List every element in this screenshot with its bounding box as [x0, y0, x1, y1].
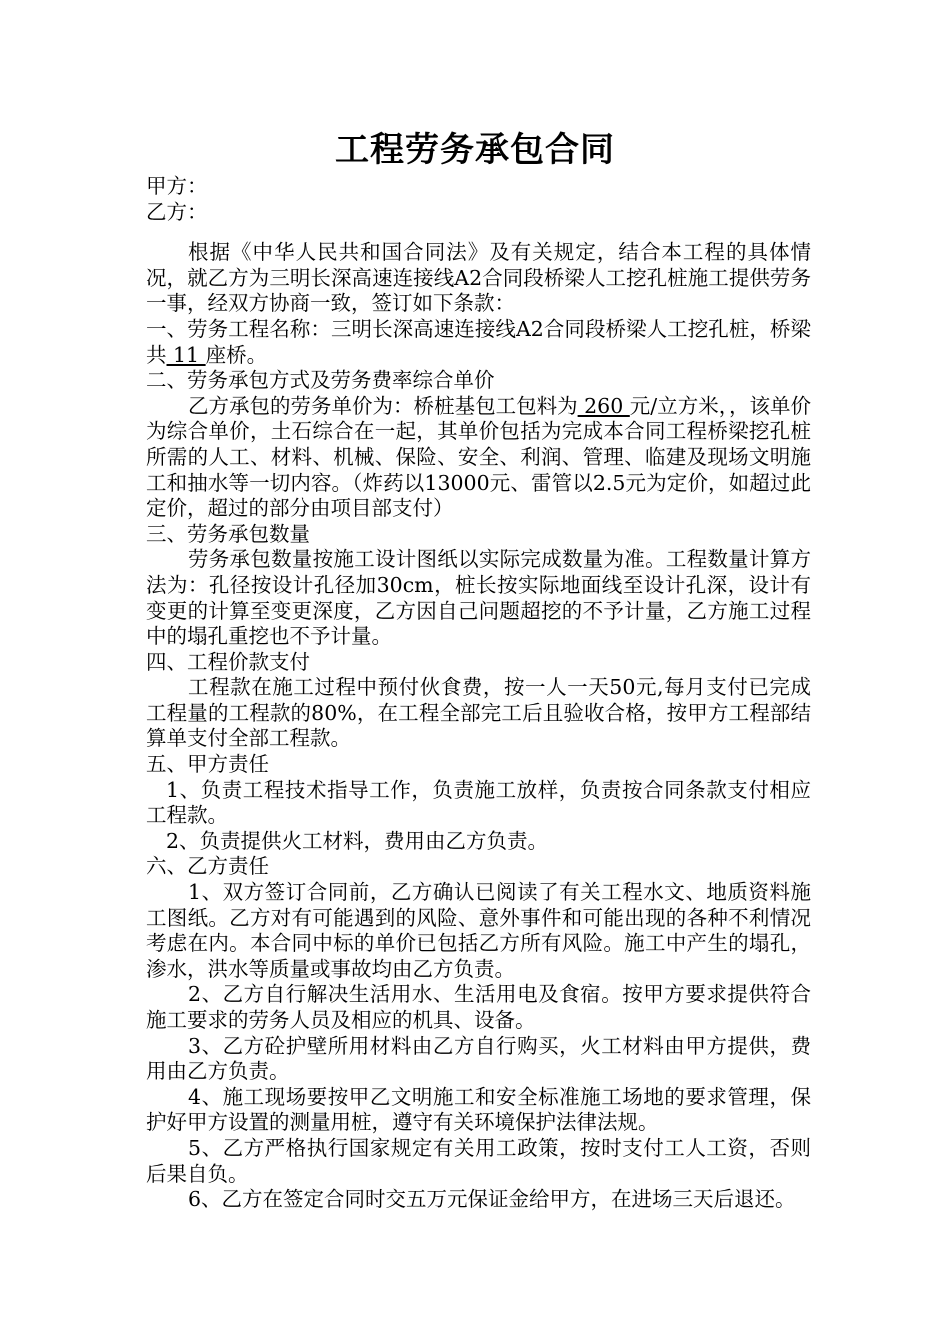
- bridge-count: 11: [166, 342, 206, 367]
- contract-body: [146, 174, 811, 1213]
- party-b-line: 乙方：: [146, 199, 208, 224]
- section-1-text-b: 座桥。: [205, 342, 268, 367]
- spacer: [146, 225, 811, 240]
- section-4-paragraph: 工程款在施工过程中预付伙食费，按一人一天50元,每月支付已完成工程量的工程款的80%，在工程全部完工后且验收合格，按甲方工程部结算单支付全部工程款。: [146, 675, 811, 751]
- section-6-item: 2、乙方自行解决生活用水、生活用电及食宿。按甲方要求提供符合施工要求的劳务人员及相应的机具、设备。: [146, 982, 811, 1032]
- section-6-heading: 六、乙方责任: [146, 854, 269, 879]
- section-1-paragraph: [146, 317, 811, 368]
- section-6-item: 5、乙方严格执行国家规定有关用工政策，按时支付工人工资，否则后果自负。: [146, 1135, 811, 1186]
- section-5-item: 2、负责提供火工材料，费用由乙方负责。: [166, 828, 549, 853]
- document-title: 工程劳务承包合同: [335, 130, 615, 170]
- section-2-text-a: 乙方承包的劳务单价为：桥桩基包工包料为: [188, 393, 578, 418]
- intro-paragraph: 根据《中华人民共和国合同法》及有关规定，结合本工程的具体情况，就乙方为三明长深高速连接线A2合同段桥梁人工挖孔桩施工提供劳务一事，经双方协商一致，签订如下条款：: [146, 240, 811, 316]
- party-a-line: 甲方：: [146, 174, 208, 198]
- section-2-text-b: 元/立方米，，该单价为综合单价，土石综合在一起，其单价包括为完成本合同工程桥梁挖孔桩所需的人工、材料、机械、保险、安全、利润、管理、临建及现场文明施工和抽水等一切内容。（炸药以13000元、雷管以2.5元为定价，如超过此定价，超过的部分由项目部支付）: [146, 393, 812, 521]
- section-4-heading: 四、工程价款支付: [146, 649, 310, 674]
- section-6-item: 1、双方签订合同前，乙方确认已阅读了有关工程水文、地质资料施工图纸。乙方对有可能遇到的风险、意外事件和可能出现的各种不利情况考虑在内。本合同中标的单价已包括乙方所有风险。施工中产生的塌孔，渗水，洪水等质量或事故均由乙方负责。: [146, 880, 811, 981]
- section-1-text-a: 一、劳务工程名称：三明长深高速连接线A2合同段桥梁人工挖孔桩，桥梁共: [146, 316, 811, 367]
- section-6-item: 4、施工现场要按甲乙文明施工和安全标准施工场地的要求管理，保护好甲方设置的测量用桩，遵守有关环境保护法律法规。: [146, 1084, 811, 1135]
- section-6-item: 3、乙方砼护壁所用材料由乙方自行购买，火工材料由甲方提供，费用由乙方负责。: [146, 1033, 811, 1084]
- section-3-heading: 三、劳务承包数量: [146, 521, 310, 546]
- section-5-item: 1、负责工程技术指导工作，负责施工放样，负责按合同条款支付相应工程款。: [146, 777, 811, 828]
- section-2-paragraph: [146, 394, 811, 522]
- section-5-heading: 五、甲方责任: [146, 752, 269, 777]
- unit-price: 260: [577, 393, 630, 418]
- section-6-item: 6、乙方在签定合同时交五万元保证金给甲方，在进场三天后退还。: [188, 1187, 796, 1212]
- section-3-paragraph: 劳务承包数量按施工设计图纸以实际完成数量为准。工程数量计算方法为：孔径按设计孔径加30cm，桩长按实际地面线至设计孔深，设计有变更的计算至变更深度，乙方因自己问题超挖的不予计量，乙方施工过程中的塌孔重挖也不予计量。: [146, 547, 811, 649]
- section-2-heading: 二、劳务承包方式及劳务费率综合单价: [146, 368, 495, 393]
